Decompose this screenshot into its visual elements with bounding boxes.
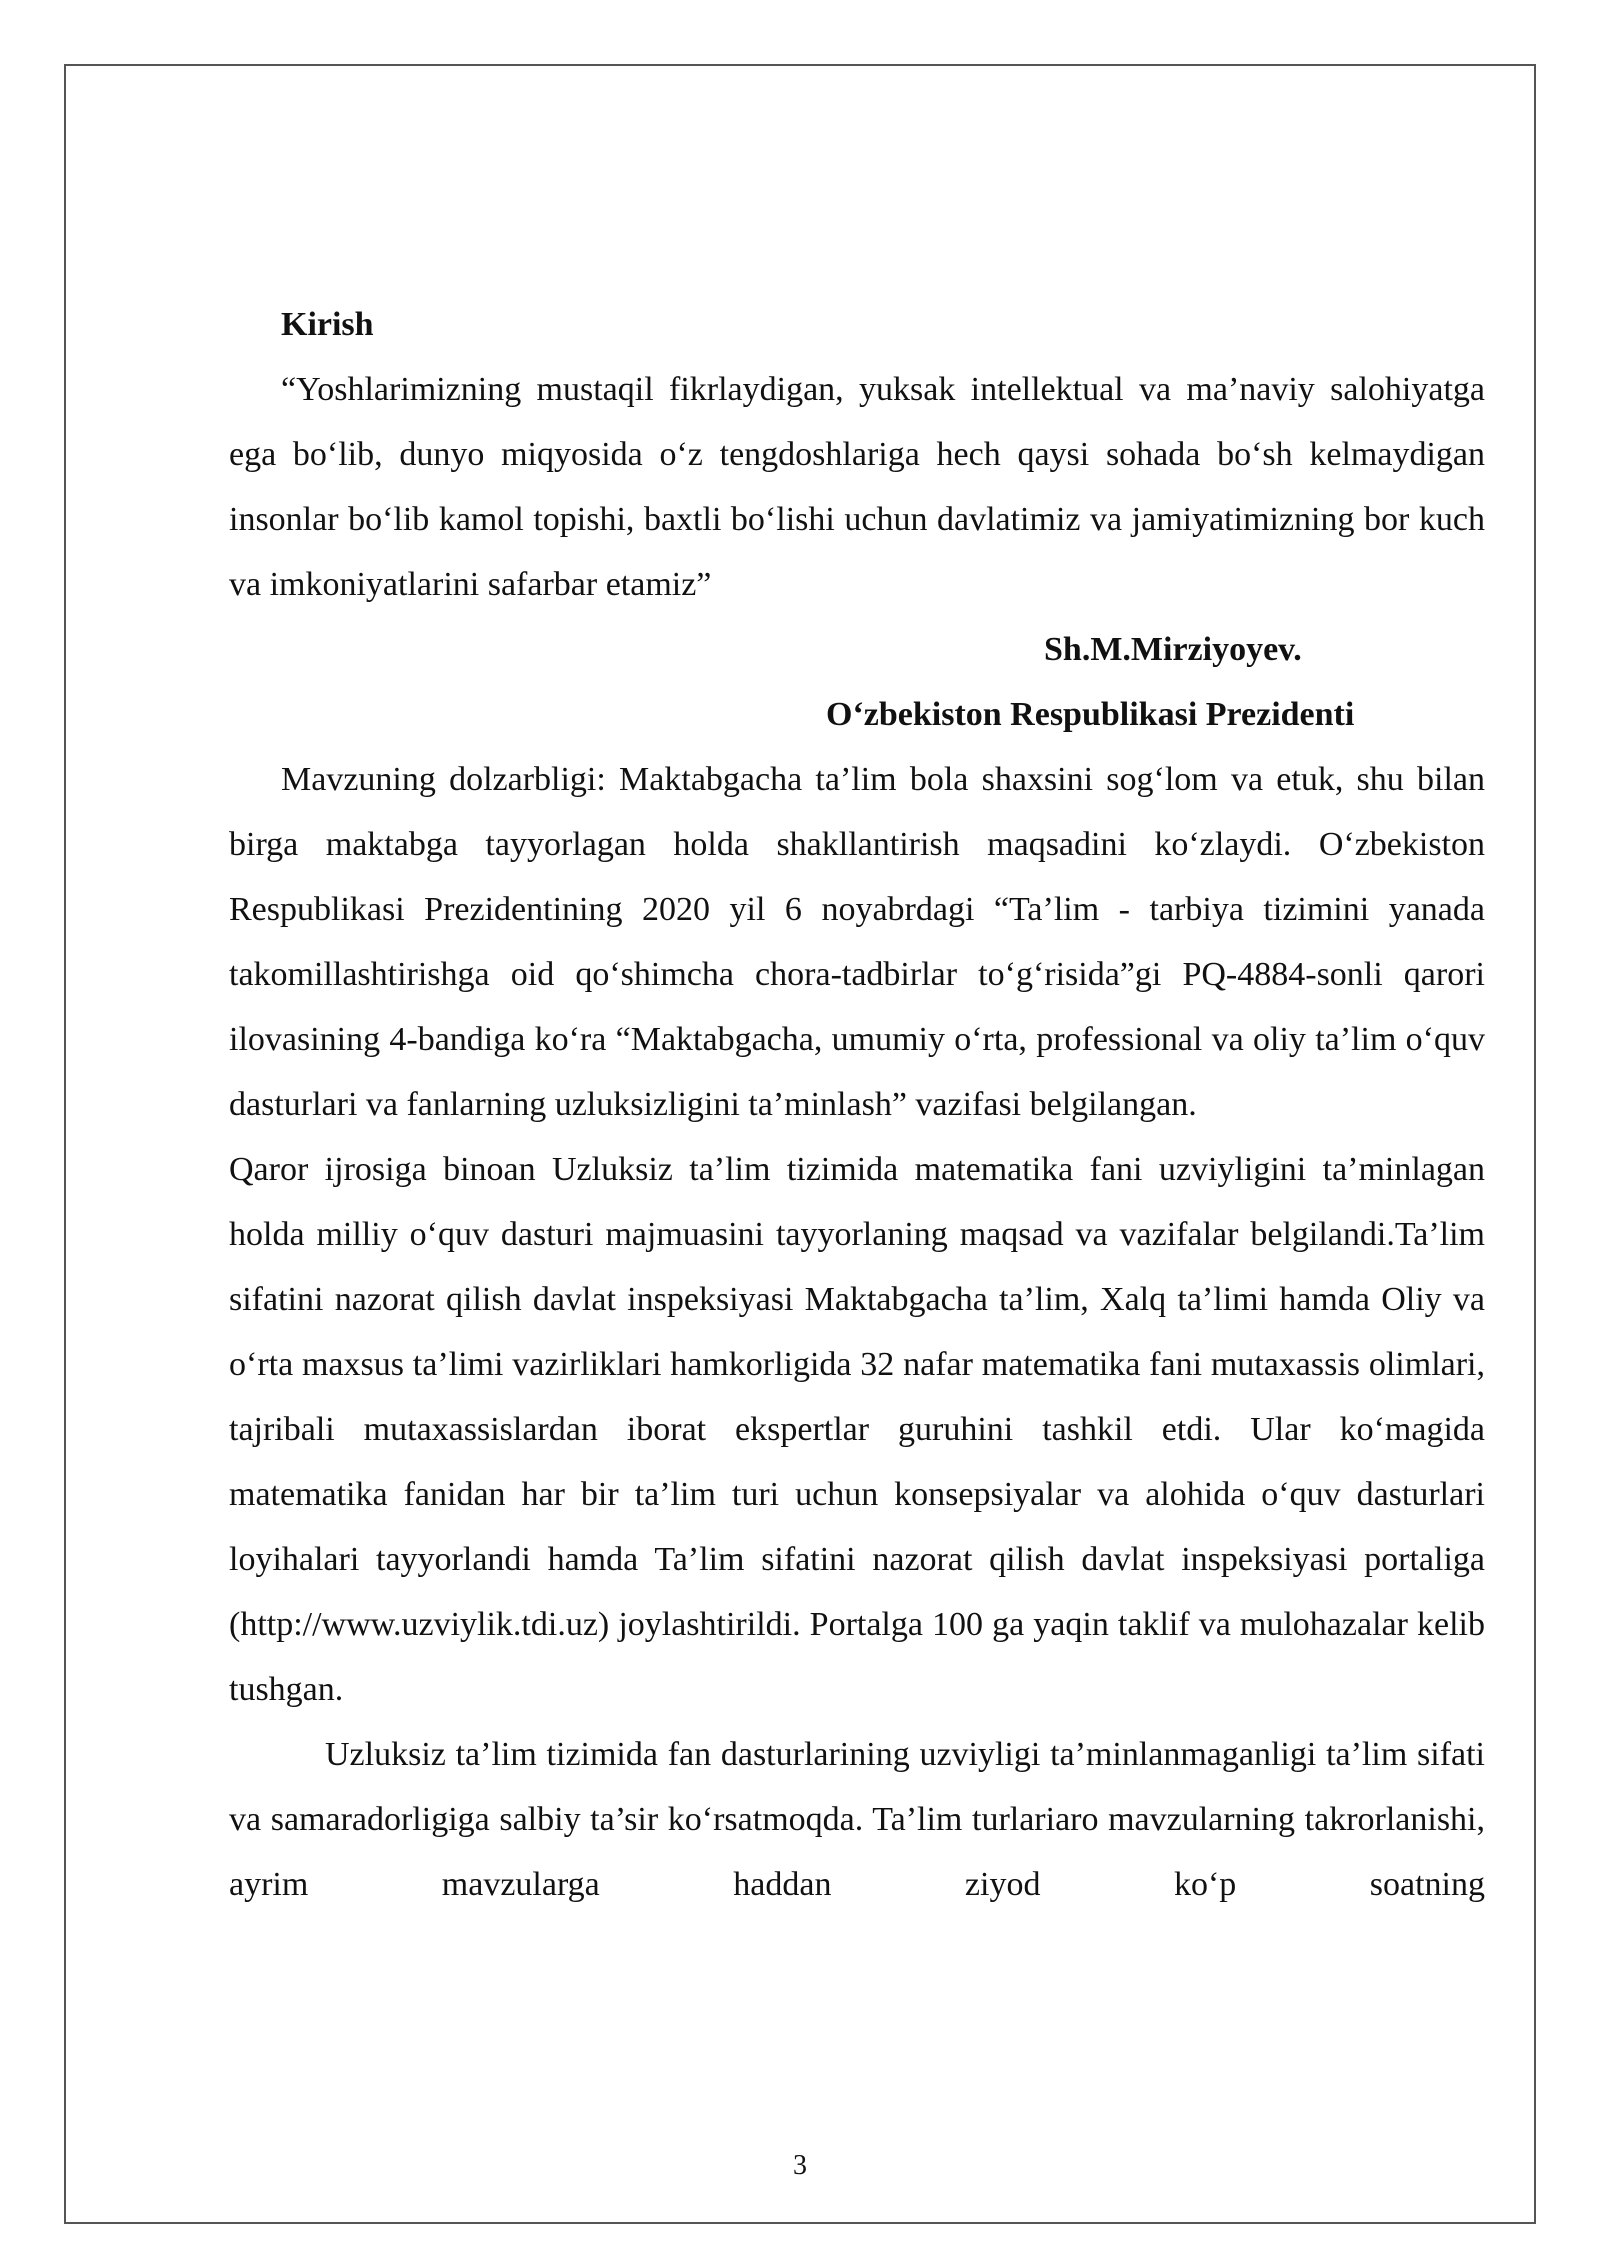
section-heading: Kirish (281, 306, 374, 343)
body-paragraph: Uzluksiz ta’lim tizimida fan dasturlarining uzviyligi ta’minlanmaganligi ta’lim sifati va samaradorligiga salbiy ta’sir ko‘rsatmoqda. Ta’lim turlariaro mavzularning takrorlanishi, ayrim mavzularga haddan ziyod ko‘p soatning (229, 1736, 1485, 1903)
quote-author-position: O‘zbekiston Respublikasi Prezidenti (826, 696, 1355, 733)
document-body (229, 292, 1485, 1917)
epigraph-quote: “Yoshlarimizning mustaqil fikrlaydigan, yuksak intellektual va ma’naviy salohiyatga ega bo‘lib, dunyo miqyosida o‘z tengdoshlariga hech qaysi sohada bo‘sh kelmaydigan insonlar bo‘lib kamol topishi, baxtli bo‘lishi uchun davlatimiz va jamiyatimizning bor kuch va imkoniyatlarini safarbar etamiz” (229, 371, 1485, 603)
quote-author: Sh.M.Mirziyoyev. (1044, 631, 1302, 668)
body-paragraph: Qaror ijrosiga binoan Uzluksiz ta’lim tizimida matematika fani uzviyligini ta’minlagan holda milliy o‘quv dasturi majmuasini tayyorlaning maqsad va vazifalar belgilandi.Ta’lim sifatini nazorat qilish davlat inspeksiyasi Maktabgacha ta’lim, Xalq ta’limi hamda Oliy va o‘rta maxsus ta’limi vazirliklari hamkorligida 32 nafar matematika fani mutaxassis olimlari, tajribali mutaxassislardan iborat ekspertlar guruhini tashkil etdi. Ular ko‘magida matematika fanidan har bir ta’lim turi uchun konsepsiyalar va alohida o‘quv dasturlari loyihalari tayyorlandi hamda Ta’lim sifatini nazorat qilish davlat inspeksiyasi portaliga (http://www.uzviylik.tdi.uz) joylashtirildi. Portalga 100 ga yaqin taklif va mulohazalar kelib tushgan. (229, 1151, 1485, 1708)
body-paragraph: Mavzuning dolzarbligi: Maktabgacha ta’lim bola shaxsini sog‘lom va etuk, shu bilan birga maktabga tayyorlagan holda shakllantirish maqsadini ko‘zlaydi. O‘zbekiston Respublikasi Prezidentining 2020 yil 6 noyabrdagi “Ta’lim - tarbiya tizimini yanada takomillashtirishga oid qo‘shimcha chora-tadbirlar to‘g‘risida”gi PQ-4884-sonli qarori ilovasining 4-bandiga ko‘ra “Maktabgacha, umumiy o‘rta, professional va oliy ta’lim o‘quv dasturlari va fanlarning uzluksizligini ta’minlash” vazifasi belgilangan. (229, 761, 1485, 1123)
page-number: 3 (793, 2150, 807, 2181)
